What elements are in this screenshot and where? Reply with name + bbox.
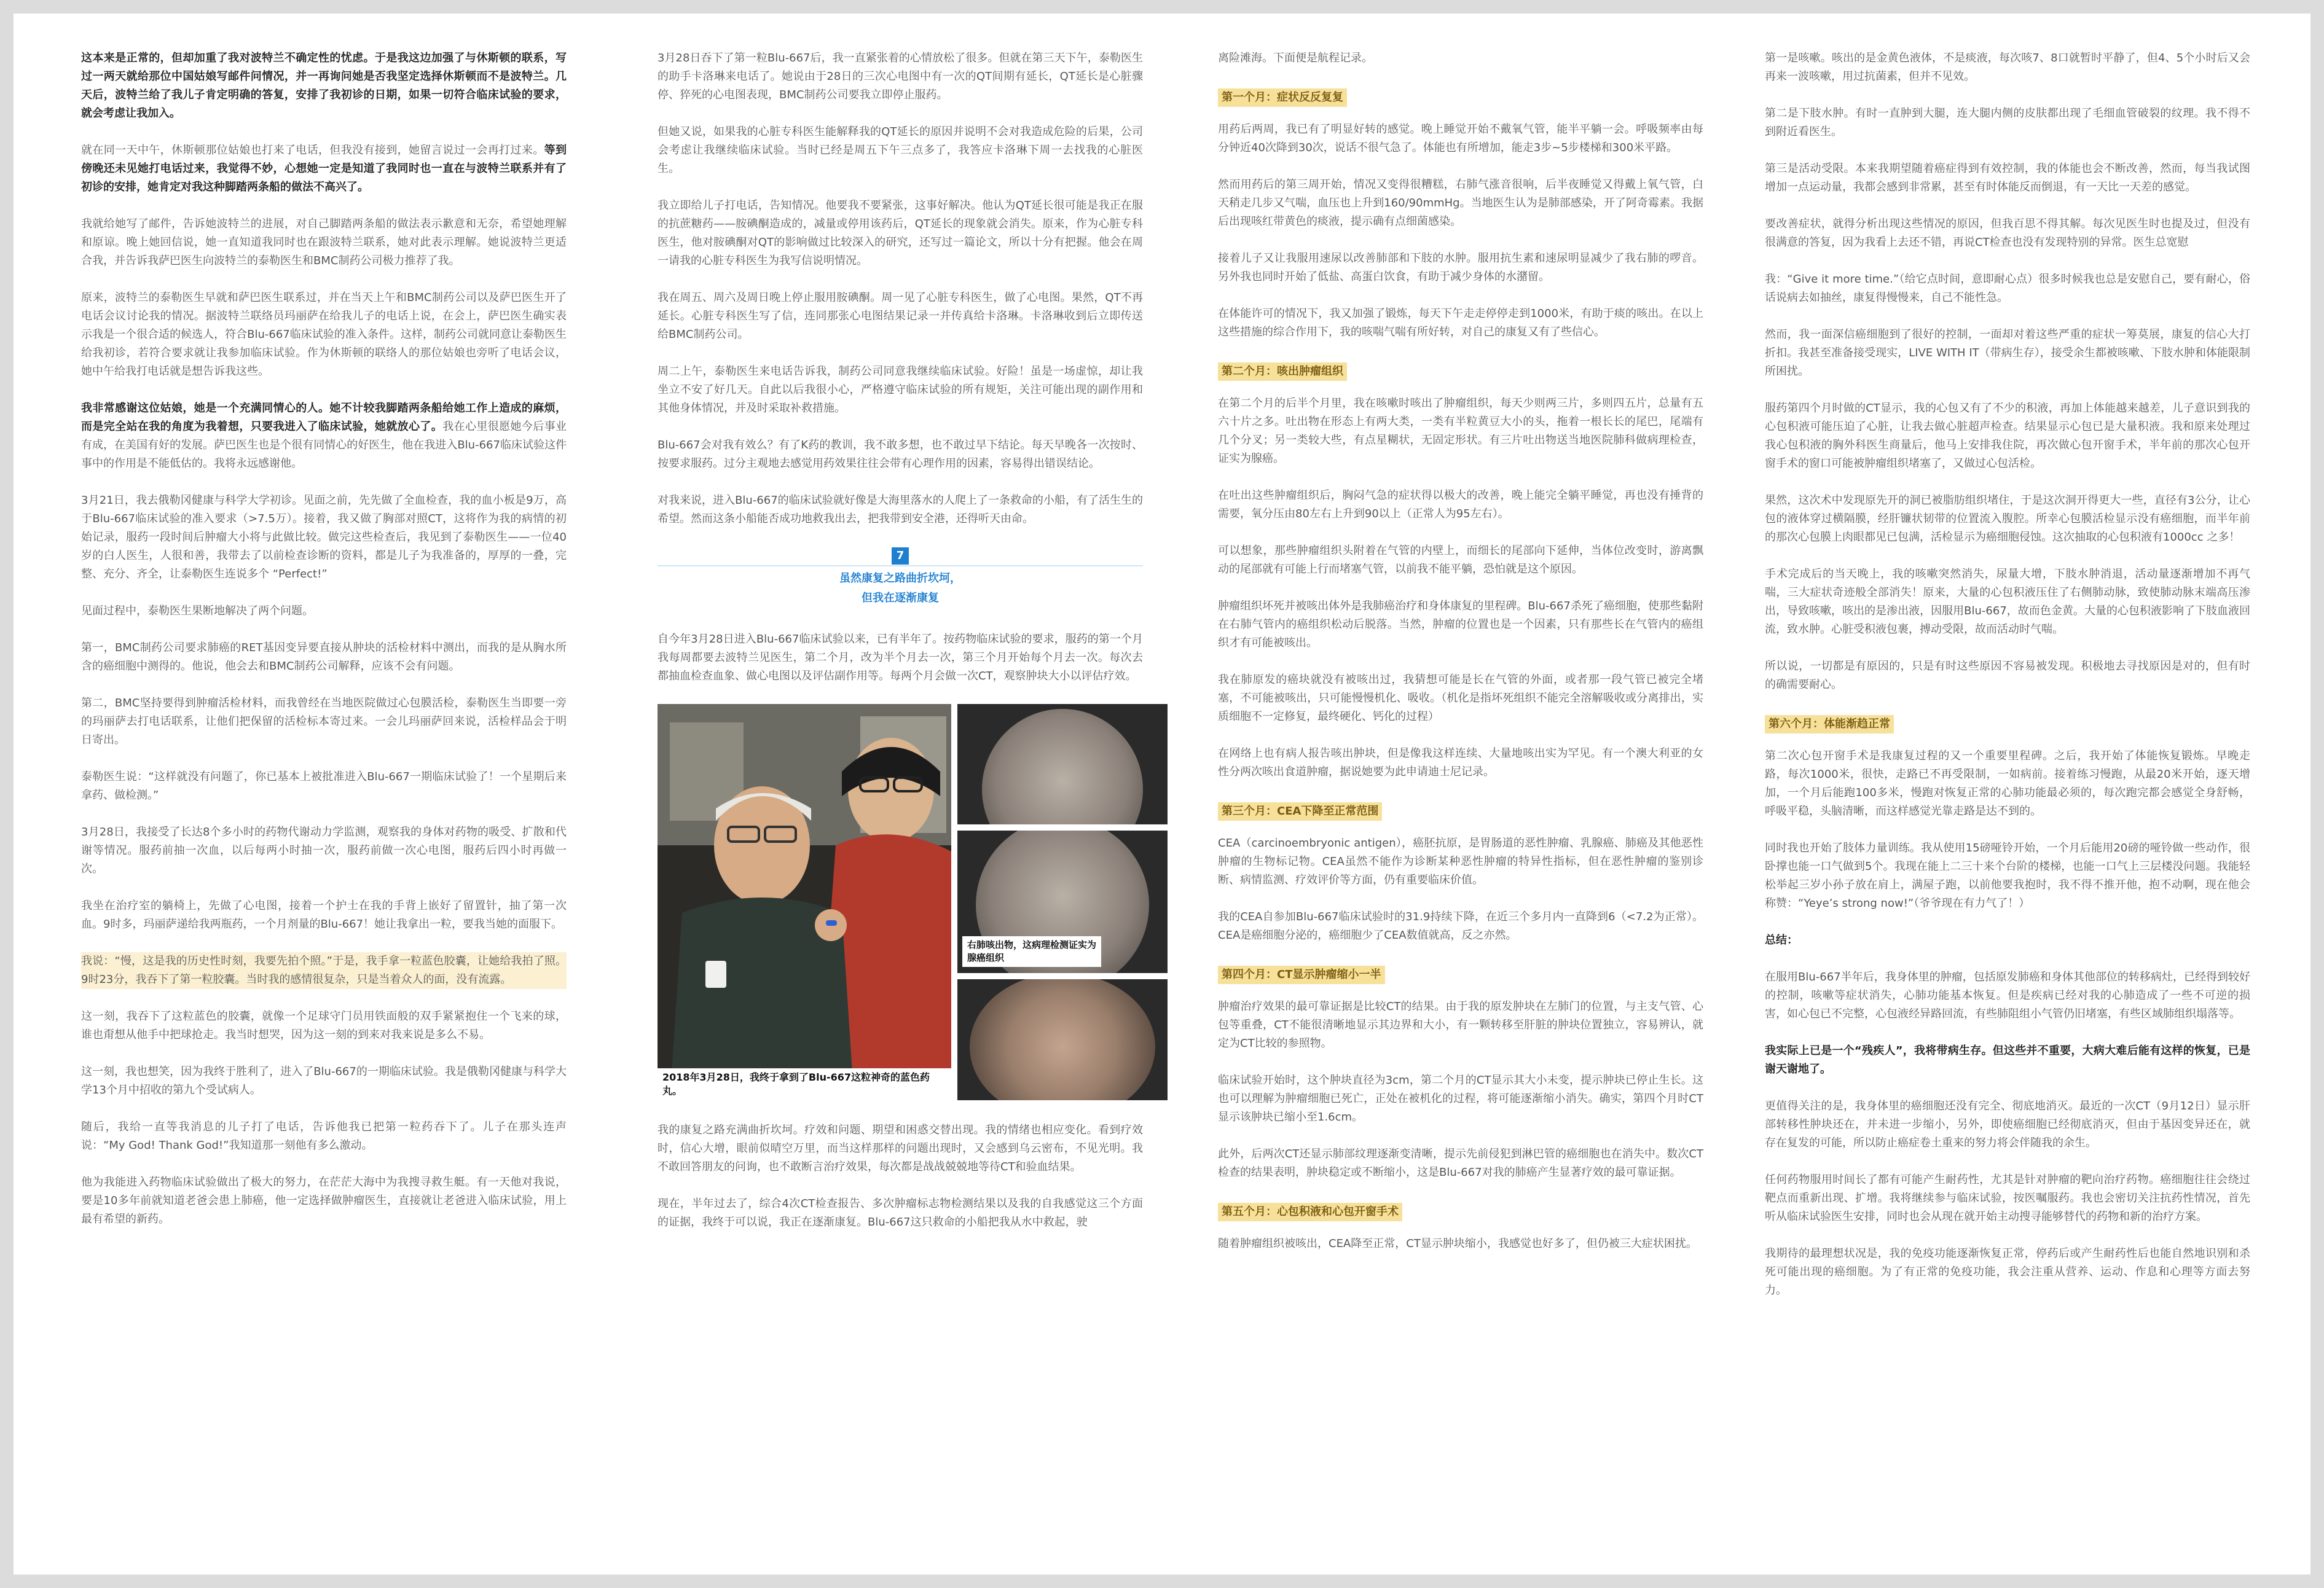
bowl-image	[982, 709, 1143, 824]
paragraph: 现在，半年过去了，综合4次CT检查报告、多次肿瘤标志物检测结果以及我的自我感觉这三个方面的证据，我终于可以说，我正在逐渐康复。Blu-667这只救命的小船把我从水中救起，驶	[658, 1197, 1143, 1229]
photo-coughed-tissue-3	[957, 979, 1168, 1100]
paragraph: 临床试验开始时，这个肿块直径为3cm，第二个月的CT显示其大小未变，提示肿块已停止生长。这也可以理解为肿瘤细胞已死亡，正处在被机化的过程，将可能逐渐缩小消失。确实，第四个月时CT显示该肿块已缩小至1.6cm。	[1218, 1074, 1703, 1124]
paragraph: 原来，波特兰的泰勒医生早就和萨巴医生联系过，并在当天上午和BMC制药公司以及萨巴医生开了电话会议讨论我的情况。据波特兰联络员玛丽萨在给我儿子的电话上说，在会上，萨巴医生确实表示我是一个很合适的候选人，符合Blu-667临床试验的准入条件。这样，制药公司就同意让泰勒医生给我初诊，若符合要求就让我参加临床试验。作为休斯顿的联络人的那位姑娘也旁听了电话会议，她中午给我打电话就是想告诉我这些。	[81, 291, 567, 378]
paragraph: 用药后两周，我已有了明显好转的感觉。晚上睡觉开始不戴氧气管，能半平躺一会。呼吸频率由每分钟近40次降到30次，说话不很气急了。体能也有所增加，能走3步~5步楼梯和300米平路。	[1218, 123, 1703, 154]
paragraph: 第一，BMC制药公司要求肺癌的RET基因变异要直接从肿块的活检材料中测出，而我的是从胸水所含的癌细胞中测得的。他说，他会去和BMC制药公司解释，应该不会有问题。	[81, 641, 567, 673]
paragraph: 我在肺原发的癌块就没有被咳出过，我猜想可能是长在气管的外面，或者那一段气管已被完全堵塞，不可能被咳出，只可能慢慢机化、吸收。（机化是指坏死组织不能完全溶解吸收或分离排出，实质细胞不一定修复，最终硬化、钙化的过程）	[1218, 673, 1703, 723]
paragraph: 这本来是正常的，但却加重了我对波特兰不确定性的忧虑。于是我这边加强了与休斯顿的联系，写过一两天就给那位中国姑娘写邮件问情况，并一再询问她是否我坚定选择休斯顿而不是波特兰。几天后，波特兰给了我儿子肯定明确的答复，安排了我初诊的日期，如果一切符合临床试验的要求，就会考虑让我加入。	[81, 52, 567, 120]
paragraph: 随着肿瘤组织被咳出，CEA降至正常，CT显示肿块缩小，我感觉也好多了，但仍被三大症状困扰。	[1218, 1237, 1697, 1250]
paragraph: 此外，后两次CT还显示肺部纹理逐渐变清晰，提示先前侵犯到淋巴管的癌细胞也在消失中。数次CT检查的结果表明，肿块稳定或不断缩小，这是Blu-667对我的肺癌产生显著疗效的最可靠证据。	[1218, 1148, 1703, 1179]
paragraph: 第三是活动受限。本来我期望随着癌症得到有效控制，我的体能也会不断改善，然而，每当我试图增加一点运动量，我都会感到非常累，甚至有时体能反而倒退，有一天比一天差的感觉。	[1765, 162, 2250, 194]
paragraph: CEA（carcinoembryonic antigen），癌胚抗原，是胃肠道的恶性肿瘤、乳腺癌、肺癌及其他恶性肿瘤的生物标记物。CEA虽然不能作为诊断某种恶性肿瘤的特异性指标，但在恶性肿瘤的鉴别诊断、病情监测、疗效评价等方面，仍有重要临床价值。	[1218, 837, 1703, 886]
paragraph: 第一是咳嗽。咳出的是金黄色液体，不是痰液，每次咳7、8口就暂时平静了，但4、5个小时后又会再来一波咳嗽，用过抗菌素，但并不见效。	[1765, 52, 2250, 83]
paragraph: 我就给她写了邮件，告诉她波特兰的进展，对自己脚踏两条船的做法表示歉意和无奈，希望她理解和原谅。晚上她回信说，她一直知道我同时也在跟波特兰联系，她对此表示理解。她说波特兰更适合我，并告诉我萨巴医生向波特兰的泰勒医生和BMC制药公司极力推荐了我。	[81, 217, 567, 267]
paragraph: 3月28日吞下了第一粒Blu-667后，我一直紧张着的心情放松了很多。但就在第三天下午，泰勒医生的助手卡洛琳来电话了。她说由于28日的三次心电图中有一次的QT间期有延长，QT延长是心脏骤停、猝死的心电图表现，BMC制药公司要我立即停止服药。	[658, 52, 1143, 101]
paragraph: 自今年3月28日进入Blu-667临床试验以来，已有半年了。按药物临床试验的要求，服药的第一个月我每周都要去波特兰见医生，第二个月，改为半个月去一次，第三个月开始每个月去一次。每次去都抽血检查血象、做心电图以及评估副作用等。每两个月会做一次CT，观察肿块大小以评估疗效。	[658, 633, 1143, 683]
paragraph: 这一刻，我也想笑，因为我终于胜利了，进入了Blu-667的一期临床试验。我是俄勒冈健康与科学大学13个月中招收的第九个受试病人。	[81, 1065, 567, 1097]
photo-collage	[658, 704, 1168, 1100]
photo-patient-illustration	[658, 704, 951, 1100]
paragraph: 在吐出这些肿瘤组织后，胸闷气急的症状得以极大的改善，晚上能完全躺平睡觉，再也没有捶背的需要，氧分压由80左右上升到90以上（正常人为95左右）。	[1218, 489, 1703, 520]
paragraph: 手术完成后的当天晚上，我的咳嗽突然消失，尿量大增，下肢水肿消退，活动量逐渐增加不再气喘，三大症状奇迹般全部消失！原来，大量的心包积液压住了右侧肺动脉，致使肺动脉末端高压渗出，导致咳嗽，咳出的是渗出液，因服用Blu-667，故而色金黄。大量的心包积液影响了下肢血液回流，致水肿。心脏受积液包裹，搏动受限，故而活动时气喘。	[1765, 568, 2250, 636]
paragraph: 随后，我给一直等我消息的儿子打了电话，告诉他我已把第一粒药吞下了。儿子在那头连声说：“My God! Thank God!”我知道那一刻他有多么激动。	[81, 1121, 567, 1152]
paragraph: 任何药物服用时间长了都有可能产生耐药性，尤其是针对肿瘤的靶向治疗药物。癌细胞往往会绕过靶点而重新出现、扩增。我将继续参与临床试验，按医嘱服药。我也会密切关注抗药性情况，首先听从临床试验医生安排，同时也会从现在就开始主动搜寻能够替代的药物和新的治疗方案。	[1765, 1173, 2250, 1223]
section-heading: 第二个月：咳出肿瘤组织	[1218, 362, 1347, 381]
paragraph: 肿瘤组织坏死并被咳出体外是我肺癌治疗和身体康复的里程碑。Blu-667杀死了癌细胞，使那些黏附在右肺气管内的癌组织松动后脱落。当然，肿瘤的位置也是一个因素，只有那些长在气管内的癌组织才有可能被咳出。	[1218, 600, 1703, 649]
paragraph: 第二，BMC坚持要得到肿瘤活检材料，而我曾经在当地医院做过心包膜活检，泰勒医生当即要一旁的玛丽萨去打电话联系，让他们把保留的活检标本寄过来。一会儿玛丽萨回来说，活检样品会于明日寄出。	[81, 697, 567, 746]
article-column-1	[81, 49, 567, 1247]
photo-caption-side: 右肺咳出物，这病理检测证实为腺癌组织	[962, 936, 1101, 967]
bowl-image	[970, 979, 1155, 1100]
chapter-title-line-2: 但我在逐渐康复	[862, 592, 939, 604]
paragraph: 同时我也开始了肢体力量训练。我从使用15磅哑铃开始，一个月后能用20磅的哑铃做一些动作，很卧撑也能一口气做到5个。我现在能上二三十来个台阶的楼梯，也能一口气上三层楼没问题。我能轻松举起三岁小孙子放在肩上，满屋子跑，以前他要我抱时，我不得不推开他，抱不动啊，现在他会称赞：“Yeye’s strong now!”（爷爷现在有力气了！）	[1765, 842, 2250, 910]
paragraph: 我的CEA自参加Blu-667临床试验时的31.9持续下降，在近三个多月内一直降到6（<7.2为正常）。CEA是癌细胞分泌的，癌细胞少了CEA数值就高，反之亦然。	[1218, 910, 1703, 942]
paragraph: 第二次心包开窗手术是我康复过程的又一个重要里程碑。之后，我开始了体能恢复锻炼。早晚走路，每次1000米，很快，走路已不再受限制，一如病前。接着练习慢跑，从最20米开始，逐天增加，一个月后能跑100多米，慢跑对恢复正常的心肺功能最必须的，每次跑完都会感觉全身舒畅，呼吸平稳，头脑清晰，而这样感觉光靠走路是达不到的。	[1765, 749, 2250, 818]
photo-caption: 2018年3月28日，我终于拿到了Blu-667这粒神奇的蓝色药丸。	[658, 1068, 951, 1100]
paragraph: 在第二个月的后半个月里，我在咳嗽时咳出了肿瘤组织，每天少则两三片，多则四五片，总量有五六十片之多。吐出物在形态上有两大类，一类有半粒黄豆大小的头，拖着一根长长的尾巴，尾端有几个分叉；另一类较大些，有点星糊状，无固定形状。有三片吐出物送当地医院肺科做病理检查，证实为腺癌。	[1218, 397, 1703, 465]
section-heading: 第三个月：CEA下降至正常范围	[1218, 802, 1382, 821]
paragraph: 果然，这次术中发现原先开的洞已被脂肪组织堵住，于是这次洞开得更大一些，直径有3公分，让心包的液体穿过横隔膜，经肝镰状韧带的位置流入腹腔。所幸心包膜活检显示没有癌细胞，而半年前的那次心包膜上肉眼都见已包满，活检显示为癌细胞侵蚀。这次抽取的心包积液有1000cc 之多！	[1765, 494, 2250, 544]
article-column-3	[1218, 49, 1703, 1272]
photo-patient-with-pill	[658, 704, 951, 1100]
highlighted-paragraph: 我说：“慢，这是我的历史性时刻，我要先拍个照。”于是，我手拿一粒蓝色胶囊，让她给我拍了照。9时23分，我吞下了第一粒胶囊。当时我的感情很复杂，只是当着众人的面，没有流露。	[81, 952, 567, 989]
section-heading: 第一个月：症状反反复复	[1218, 88, 1347, 107]
paragraph: 可以想象，那些肿瘤组织头附着在气管的内壁上，而细长的尾部向下延伸，当体位改变时，游离飘动的尾部就有可能上行而堵塞气管，以前我不能平躺，恐怕就是这个原因。	[1218, 544, 1703, 576]
paragraph: 服药第四个月时做的CT显示，我的心包又有了不少的积液，再加上体能越来越差，儿子意识到我的心包积液可能压迫了心脏，让我去做心脏超声检查。结果显示心包已是大量积液。我和原来处理过我心包积液的胸外科医生商量后，他马上安排我住院，再次做心包开窗手术，半年前的那次心包开窗手术的窗口可能被肿瘤组织堵塞了，又做过心包活检。	[1765, 402, 2250, 470]
paragraph: 离险滩海。下面便是航程记录。	[1218, 52, 1373, 65]
paragraph: 在网络上也有病人报告咳出肿块，但是像我这样连续、大量地咳出实为罕见。有一个澳大利亚的女性分两次咳出食道肿瘤，据说她要为此申请迪士尼记录。	[1218, 747, 1703, 778]
chapter-rule	[658, 565, 1143, 566]
paragraph: 周二上午，泰勒医生来电话告诉我，制药公司同意我继续临床试验。好险！虽是一场虚惊，却让我坐立不安了好几天。自此以后我很小心，严格遵守临床试验的所有规矩，关注可能出现的副作用和其他身体情况，并及时采取补救措施。	[658, 365, 1143, 415]
photo-coughed-tissue-2	[957, 831, 1168, 973]
paragraph: 要改善症状，就得分析出现这些情况的原因，但我百思不得其解。每次见医生时也提及过，但没有很满意的答复，因为我看上去还不错，再说CT检查也没有发现特别的异常。医生总宽慰	[1765, 217, 2250, 249]
section-heading: 第六个月：体能渐趋正常	[1765, 715, 1894, 733]
paragraph: 这一刻，我吞下了这粒蓝色的胶囊，就像一个足球守门员用铁面般的双手紧紧抱住一个飞来的球，谁也甭想从他手中把球抢走。我当时想哭，因为这一刻的到来对我来说是多么不易。	[81, 1010, 567, 1041]
paragraph: 接着儿子又让我服用速尿以改善肺部和下肢的水肿。服用抗生素和速尿明显减少了我右肺的啰音。另外我也同时开始了低盐、高蛋白饮食，有助于减少身体的水潴留。	[1218, 252, 1703, 283]
paragraph: 肿瘤治疗效果的最可靠证据是比较CT的结果。由于我的原发肿块在左肺门的位置，与主支气管、心包等重叠，CT不能很清晰地显示其边界和大小，有一颗转移至肝脏的肿块位置独立，容易辨认，就定为CT比较的参照物。	[1218, 1000, 1703, 1050]
article-column-4	[1765, 49, 2250, 1318]
paragraph: 但她又说，如果我的心脏专科医生能解释我的QT延长的原因并说明不会对我造成危险的后果，公司会考虑让我继续临床试验。当时已经是周五下午三点多了，我答应卡洛琳下周一去找我的心脏医生。	[658, 125, 1143, 175]
paragraph: 我非常感谢这位姑娘，她是一个充满同情心的人。她不计较我脚踏两条船给她工作上造成的麻烦，而是完全站在我的角度为我着想，只要我进入了临床试验，她就放心了。我在心里很愿她今后事业有成，在美国有好的发展。萨巴医生也是个很有同情心的好医生，他在我进入Blu-667临床试验这件事中的作用是不能低估的。我将永远感谢他。	[81, 402, 567, 470]
paragraph: 3月21日，我去俄勒冈健康与科学大学初诊。见面之前，先先做了全血检查，我的血小板是9万，高于Blu-667临床试验的准入要求（>7.5万）。接着，我又做了胸部对照CT，这将作为我的病情的初始记录，服药一段时间后肿瘤大小将与此做比较。做完这些检查后，我见到了泰勒医生——一位40岁的白人医生，人很和善，我带去了以前检查诊断的资料，都是儿子为我准备的，厚厚的一叠，完整、充分、齐全，让泰勒医生连说多个 “Perfect!”	[81, 494, 567, 581]
paragraph: 所以说，一切都是有原因的，只是有时这些原因不容易被发现。积极地去寻找原因是对的，但有时的确需要耐心。	[1765, 660, 2250, 691]
paragraph: 泰勒医生说：“这样就没有问题了，你已基本上被批准进入Blu-667一期临床试验了！一个星期后来拿药、做检测。”	[81, 770, 567, 802]
paragraph: 就在同一天中午，休斯顿那位姑娘也打来了电话，但我没有接到，她留言说过一会再打过来。等到傍晚还未见她打电话过来，我觉得不妙，心想她一定是知道了我同时也一直在与波特兰联系并有了初诊的安排，她肯定对我这种脚踏两条船的做法不高兴了。	[81, 144, 567, 194]
article-page	[14, 14, 2310, 1574]
paragraph: 他为我能进入药物临床试验做出了极大的努力，在茫茫大海中为我搜寻救生艇。有一天他对我说，要是10多年前就知道老爸会患上肺癌，他一定选择做肿瘤医生，直接就让老爸进入临床试验，用上最有希望的新药。	[81, 1176, 567, 1226]
paragraph: 3月28日，我接受了长达8个多小时的药物代谢动力学监测，观察我的身体对药物的吸受、扩散和代谢等情况。服药前抽一次血，以后每两小时抽一次，服药前做一次心电图，服药后四小时再做一次。	[81, 826, 567, 875]
paragraph: 更值得关注的是，我身体里的癌细胞还没有完全、彻底地消灭。最近的一次CT（9月12日）显示肝部转移性肿块还在，并未进一步缩小，另外，即使癌细胞已经彻底消灭，但由于基因变异还在，就存在复发的可能，所以防止癌症卷土重来的努力将会伴随我的余生。	[1765, 1100, 2250, 1149]
summary-heading: 总结：	[1765, 934, 1798, 947]
chapter-title-line-1: 虽然康复之路曲折坎坷，	[839, 572, 961, 585]
paragraph: 第二是下肢水肿。有时一直肿到大腿，连大腿内侧的皮肤都出现了毛细血管破裂的纹理。我不得不到附近看医生。	[1765, 107, 2250, 138]
paragraph: 然而，我一面深信癌细胞到了很好的控制，一面却对着这些严重的症状一筹莫展，康复的信心大打折扣。我甚至准备接受现实，LIVE WITH IT（带病生存），接受余生都被咳嗽、下肢水肿和体能限制所困扰。	[1765, 328, 2250, 378]
chapter-number: 7	[892, 547, 909, 565]
paragraph: 我坐在治疗室的躺椅上，先做了心电图，接着一个护士在我的手背上嵌好了留置针，抽了第一次血。9时多，玛丽萨递给我两瓶药，一个月剂量的Blu-667！她让我拿出一粒，要我当她的面服下。	[81, 899, 567, 931]
chapter-heading	[658, 547, 1143, 608]
paragraph: 我立即给儿子打电话，告知情况。他要我不要紧张，这事好解决。他认为QT延长很可能是我正在服的抗蔗糖药——胺碘酮造成的，减量或停用该药后，QT延长的现象就会消失。原来，作为心脏专科医生，他对胺碘酮对QT的影响做过比较深入的研究，还写过一篇论文，所以十分有把握。他会在周一请我的心脏专科医生为我写信说明情况。	[658, 199, 1143, 267]
paragraph: Blu-667会对我有效么？有了K药的教训，我不敢多想，也不敢过早下结论。每天早晚各一次按时、按要求服药。过分主观地去感觉用药效果往往会带有心理作用的因素，容易得出错误结论。	[658, 439, 1143, 470]
section-heading: 第五个月：心包积液和心包开窗手术	[1218, 1203, 1402, 1221]
photo-coughed-tissue-1	[957, 704, 1168, 824]
paragraph: 我期待的最理想状况是，我的免疫功能逐渐恢复正常，停药后或产生耐药性后也能自然地识别和杀死可能出现的癌细胞。为了有正常的免疫功能，我会注重从营养、运动、作息和心理等方面去努力。	[1765, 1247, 2250, 1297]
paragraph: 我的康复之路充满曲折坎坷。疗效和问题、期望和困惑交替出现。我的情绪也相应变化。看到疗效时，信心大增，眼前似晴空万里，而当这样那样的问题出现时，又会感到乌云密布，不见光明。我不敢回答朋友的问询，也不敢断言治疗效果，每次都是战战兢兢地等待CT和验血结果。	[658, 1124, 1143, 1173]
paragraph: 对我来说，进入Blu-667的临床试验就好像是大海里落水的人爬上了一条救命的小船，有了活生生的希望。然而这条小船能否成功地救我出去，把我带到安全港，还得听天由命。	[658, 494, 1143, 525]
paragraph: 我在周五、周六及周日晚上停止服用胺碘酮。周一见了心脏专科医生，做了心电图。果然，QT不再延长。心脏专科医生写了信，连同那张心电图结果记录一并传真给卡洛琳。卡洛琳收到后立即传送给BMC制药公司。	[658, 291, 1143, 341]
paragraph: 在体能许可的情况下，我又加强了锻炼，每天下午走走停停走到1000米，有助于痰的咳出。在以上这些措施的综合作用下，我的咳喘气喘有所好转，对自己的康复又有了些信心。	[1218, 307, 1703, 338]
paragraph: 在服用Blu-667半年后，我身体里的肿瘤，包括原发肺癌和身体其他部位的转移病灶，已经得到较好的控制，咳嗽等症状消失，心肺功能基本恢复。但是疾病已经对我的心肺造成了一些不可逆的损害，如心包已不完整，心包液经异路回流，有些肺阻组小气管仍旧堵塞，有些区域肺组织塌落等。	[1765, 971, 2250, 1020]
paragraph: 我：“Give it more time.”（给它点时间，意即耐心点）很多时候我也总是安慰自己，要有耐心，俗话说病去如抽丝，康复得慢慢来，自己不能性急。	[1765, 273, 2250, 304]
section-heading: 第四个月：CT显示肿瘤缩小一半	[1218, 966, 1385, 984]
paragraph: 见面过程中，泰勒医生果断地解决了两个问题。	[81, 604, 313, 617]
article-column-2	[658, 49, 1143, 1250]
paragraph: 我实际上已是一个“残疾人”，我将带病生存。但这些并不重要，大病大难后能有这样的恢复，已是谢天谢地了。	[1765, 1044, 2250, 1076]
paragraph: 然而用药后的第三周开始，情况又变得很糟糕，右肺气涨音很响，后半夜睡觉又得戴上氧气管，白天稍走几步又气喘，血压也上升到160/90mmHg。当地医生认为是肺部感染，开了阿奇霉素。我据后出现咳红带黄色的痰液，提示确有点细菌感染。	[1218, 178, 1703, 228]
